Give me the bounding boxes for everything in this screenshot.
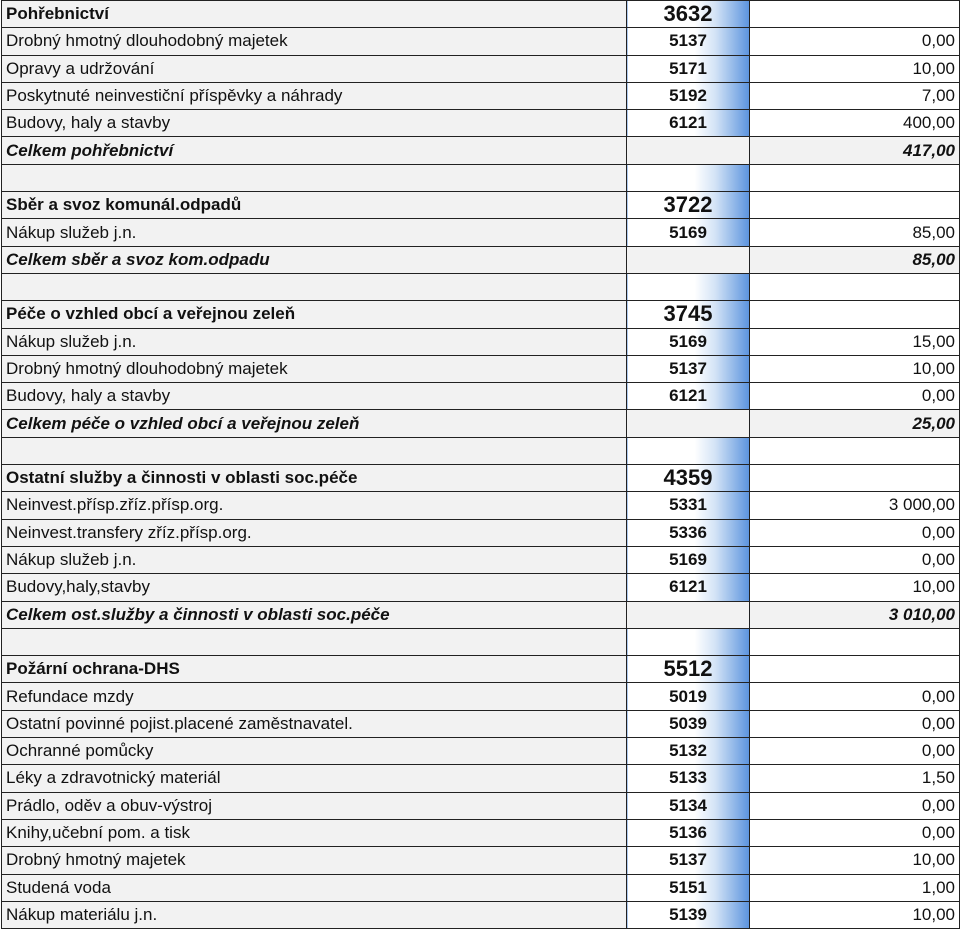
item-amount: 0,00: [750, 519, 960, 546]
item-code: 6121: [627, 383, 750, 410]
section-total-code-empty: [627, 246, 750, 273]
budget-table: [1, 0, 960, 929]
item-code: 5331: [627, 492, 750, 519]
table-row: [2, 383, 960, 410]
spacer-row: [2, 164, 960, 191]
table-row: [2, 219, 960, 246]
item-code: 5137: [627, 355, 750, 382]
section-amount-empty: [750, 301, 960, 328]
table-row: [2, 55, 960, 82]
spacer-cell: [627, 437, 750, 464]
item-label: Léky a zdravotnický materiál: [2, 765, 627, 792]
item-code: 5136: [627, 819, 750, 846]
section-total-amount: 25,00: [750, 410, 960, 437]
section-amount-empty: [750, 192, 960, 219]
item-code: 5169: [627, 546, 750, 573]
table-row: [2, 738, 960, 765]
section-amount-empty: [750, 656, 960, 683]
item-label: Nákup služeb j.n.: [2, 219, 627, 246]
spacer-cell: [627, 273, 750, 300]
item-amount: 0,00: [750, 546, 960, 573]
item-amount: 10,00: [750, 901, 960, 928]
table-row: [2, 28, 960, 55]
table-row: [2, 901, 960, 928]
spacer-cell: [2, 164, 627, 191]
section-total-label: Celkem péče o vzhled obcí a veřejnou zeleň: [2, 410, 627, 437]
table-row: [2, 874, 960, 901]
item-amount: 0,00: [750, 738, 960, 765]
item-label: Drobný hmotný dlouhodobný majetek: [2, 355, 627, 382]
spacer-cell: [2, 628, 627, 655]
section-total-label: Celkem sběr a svoz kom.odpadu: [2, 246, 627, 273]
section-total-label: Celkem ost.služby a činnosti v oblasti soc.péče: [2, 601, 627, 628]
item-label: Ostatní povinné pojist.placené zaměstnavatel.: [2, 710, 627, 737]
table-row: [2, 355, 960, 382]
item-code: 5133: [627, 765, 750, 792]
table-row: [2, 710, 960, 737]
item-label: Nákup materiálu j.n.: [2, 901, 627, 928]
spacer-row: [2, 628, 960, 655]
item-code: 6121: [627, 574, 750, 601]
item-code: 5019: [627, 683, 750, 710]
spacer-cell: [750, 273, 960, 300]
item-label: Opravy a udržování: [2, 55, 627, 82]
item-amount: 85,00: [750, 219, 960, 246]
item-amount: 10,00: [750, 55, 960, 82]
item-label: Drobný hmotný dlouhodobný majetek: [2, 28, 627, 55]
table-row: [2, 110, 960, 137]
section-code: 3745: [627, 301, 750, 328]
item-label: Budovy, haly a stavby: [2, 383, 627, 410]
spacer-cell: [750, 628, 960, 655]
spacer-cell: [2, 273, 627, 300]
item-label: Neinvest.transfery zříz.přísp.org.: [2, 519, 627, 546]
spacer-cell: [750, 437, 960, 464]
table-row: [2, 819, 960, 846]
item-code: 5169: [627, 328, 750, 355]
budget-table-body: [2, 1, 960, 929]
item-amount: 0,00: [750, 683, 960, 710]
table-row: [2, 683, 960, 710]
table-row: [2, 328, 960, 355]
table-row: [2, 492, 960, 519]
item-code: 5192: [627, 82, 750, 109]
section-total-row: [2, 137, 960, 164]
section-amount-empty: [750, 465, 960, 492]
item-label: Neinvest.přísp.zříz.přísp.org.: [2, 492, 627, 519]
item-amount: 0,00: [750, 792, 960, 819]
item-label: Nákup služeb j.n.: [2, 328, 627, 355]
section-total-amount: 3 010,00: [750, 601, 960, 628]
item-code: 6121: [627, 110, 750, 137]
item-label: Poskytnuté neinvestiční příspěvky a náhrady: [2, 82, 627, 109]
item-code: 5132: [627, 738, 750, 765]
section-code: 4359: [627, 465, 750, 492]
item-amount: 0,00: [750, 383, 960, 410]
section-heading-row: [2, 465, 960, 492]
spacer-cell: [627, 164, 750, 191]
section-code: 5512: [627, 656, 750, 683]
item-code: 5039: [627, 710, 750, 737]
item-amount: 0,00: [750, 710, 960, 737]
section-total-row: [2, 410, 960, 437]
spacer-cell: [750, 164, 960, 191]
section-amount-empty: [750, 1, 960, 28]
section-total-row: [2, 601, 960, 628]
item-code: 5134: [627, 792, 750, 819]
section-total-code-empty: [627, 410, 750, 437]
item-amount: 0,00: [750, 819, 960, 846]
spacer-cell: [627, 628, 750, 655]
section-code: 3632: [627, 1, 750, 28]
section-heading-row: [2, 1, 960, 28]
section-total-label: Celkem pohřebnictví: [2, 137, 627, 164]
item-code: 5139: [627, 901, 750, 928]
section-heading-row: [2, 656, 960, 683]
item-label: Prádlo, oděv a obuv-výstroj: [2, 792, 627, 819]
item-code: 5137: [627, 847, 750, 874]
table-row: [2, 574, 960, 601]
item-code: 5137: [627, 28, 750, 55]
section-total-amount: 85,00: [750, 246, 960, 273]
spacer-row: [2, 437, 960, 464]
section-heading: Péče o vzhled obcí a veřejnou zeleň: [2, 301, 627, 328]
table-row: [2, 519, 960, 546]
item-amount: 1,00: [750, 874, 960, 901]
item-amount: 15,00: [750, 328, 960, 355]
table-row: [2, 847, 960, 874]
section-heading: Pohřebnictví: [2, 1, 627, 28]
item-label: Studená voda: [2, 874, 627, 901]
table-row: [2, 82, 960, 109]
item-amount: 10,00: [750, 847, 960, 874]
item-amount: 10,00: [750, 574, 960, 601]
item-label: Budovy,haly,stavby: [2, 574, 627, 601]
item-amount: 3 000,00: [750, 492, 960, 519]
item-code: 5169: [627, 219, 750, 246]
spacer-row: [2, 273, 960, 300]
section-heading: Požární ochrana-DHS: [2, 656, 627, 683]
item-code: 5171: [627, 55, 750, 82]
section-heading-row: [2, 301, 960, 328]
item-label: Nákup služeb j.n.: [2, 546, 627, 573]
section-heading: Ostatní služby a činnosti v oblasti soc.péče: [2, 465, 627, 492]
item-code: 5151: [627, 874, 750, 901]
item-amount: 400,00: [750, 110, 960, 137]
item-label: Refundace mzdy: [2, 683, 627, 710]
item-code: 5336: [627, 519, 750, 546]
item-label: Knihy,učební pom. a tisk: [2, 819, 627, 846]
section-total-code-empty: [627, 137, 750, 164]
section-total-row: [2, 246, 960, 273]
table-row: [2, 792, 960, 819]
item-label: Ochranné pomůcky: [2, 738, 627, 765]
item-amount: 1,50: [750, 765, 960, 792]
table-row: [2, 546, 960, 573]
section-code: 3722: [627, 192, 750, 219]
item-amount: 10,00: [750, 355, 960, 382]
section-heading: Sběr a svoz komunál.odpadů: [2, 192, 627, 219]
table-row: [2, 765, 960, 792]
spacer-cell: [2, 437, 627, 464]
item-label: Drobný hmotný majetek: [2, 847, 627, 874]
item-amount: 7,00: [750, 82, 960, 109]
section-total-amount: 417,00: [750, 137, 960, 164]
section-heading-row: [2, 192, 960, 219]
item-label: Budovy, haly a stavby: [2, 110, 627, 137]
section-total-code-empty: [627, 601, 750, 628]
item-amount: 0,00: [750, 28, 960, 55]
